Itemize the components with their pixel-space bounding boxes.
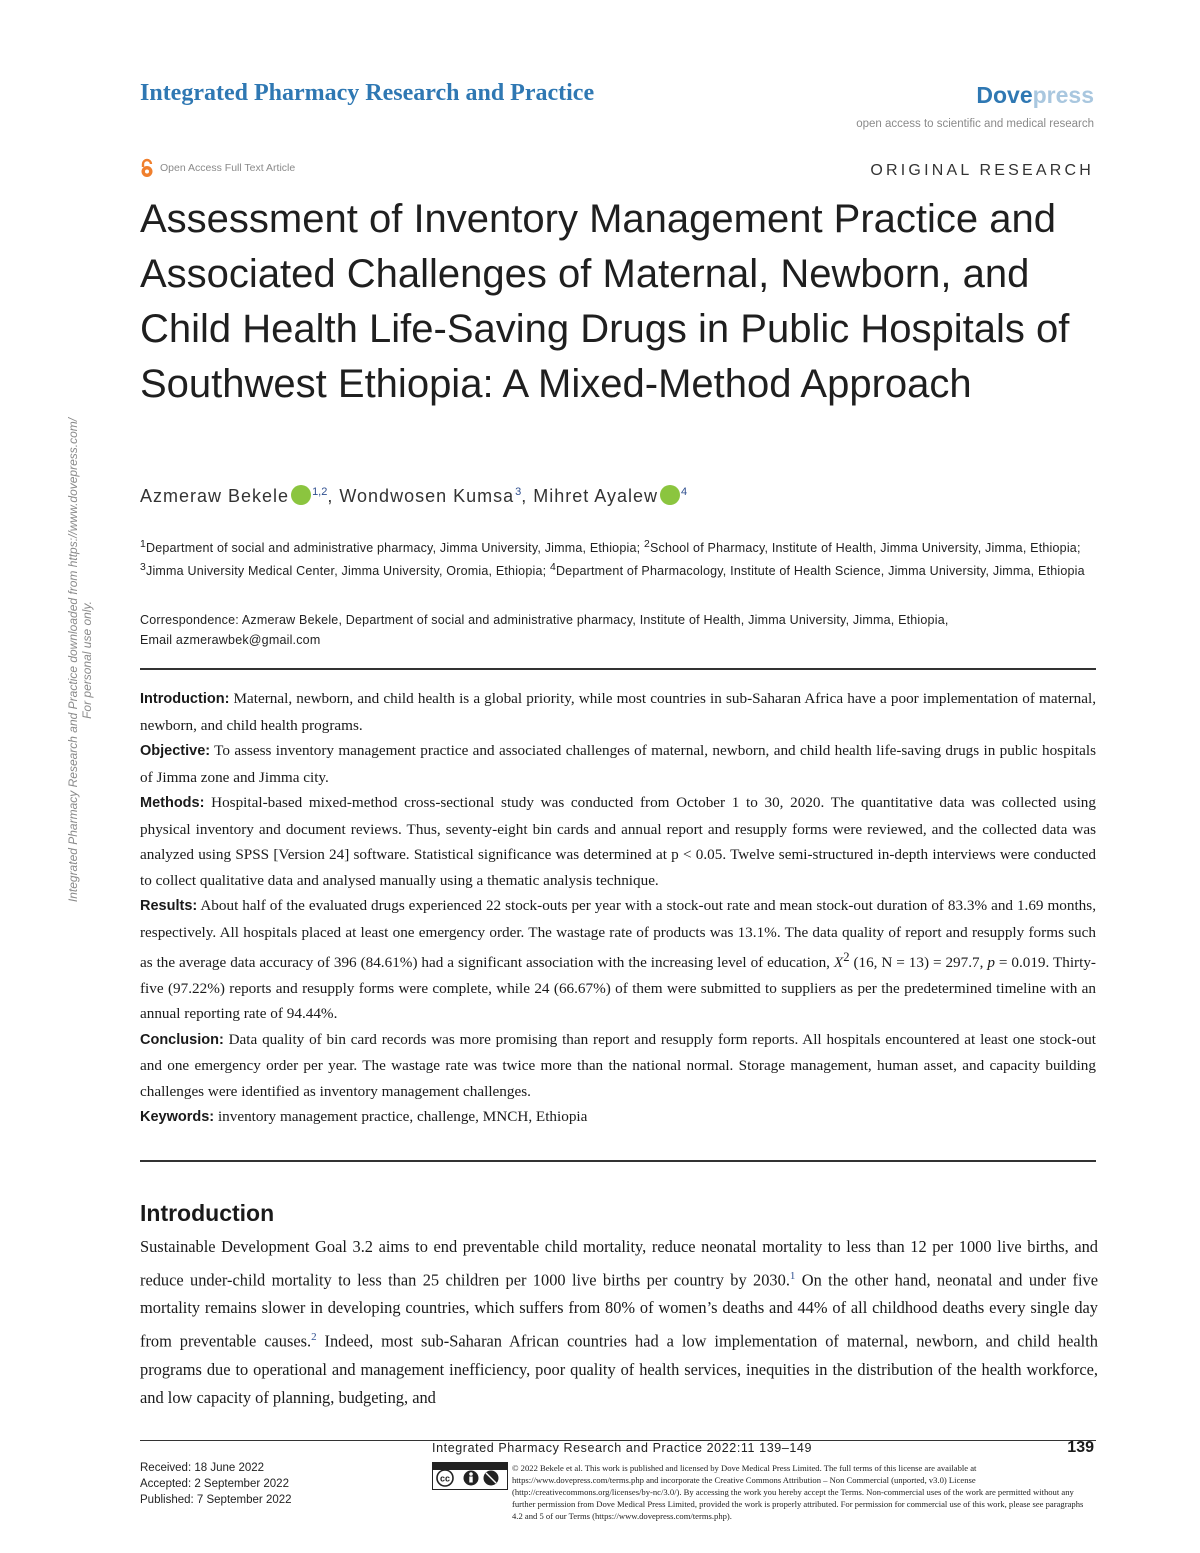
abstract-label: Introduction: bbox=[140, 691, 230, 707]
author-name[interactable]: Wondwosen Kumsa bbox=[339, 486, 515, 506]
chi-square-exponent: 2 bbox=[843, 950, 850, 964]
creative-commons-badge[interactable] bbox=[432, 1462, 508, 1490]
affiliation-number: 1 bbox=[140, 539, 146, 550]
author-affiliation-ref: 3 bbox=[515, 486, 522, 498]
affiliation-number: 4 bbox=[549, 562, 556, 574]
accepted-date: Accepted: 2 September 2022 bbox=[140, 1478, 289, 1490]
download-note: Integrated Pharmacy Research and Practice downloaded from https://www.dovepress.com/ bbox=[66, 417, 80, 903]
chi-square-symbol: X bbox=[833, 954, 844, 972]
abstract-label: Objective: bbox=[140, 743, 211, 759]
abstract-text: Maternal, newborn, and child health is a global priority, while most countries in sub-Saharan Africa have a poor implementation of maternal, newborn, and child health programs. bbox=[140, 690, 1096, 734]
published-date: Published: 7 September 2022 bbox=[140, 1494, 292, 1506]
article-dates bbox=[140, 1460, 292, 1508]
orcid-icon[interactable] bbox=[291, 485, 311, 505]
abstract-keywords bbox=[140, 1104, 1096, 1131]
abstract-label: Methods: bbox=[140, 795, 205, 811]
publisher-logo-dove: Dove bbox=[976, 82, 1033, 108]
abstract-bottom-rule bbox=[140, 1160, 1096, 1162]
affiliation-text: Department of social and administrative pharmacy, Jimma University, Jimma, Ethiopia; bbox=[146, 541, 644, 556]
abstract-text: inventory management practice, challenge, MNCH, Ethiopia bbox=[214, 1108, 588, 1126]
abstract-text: Hospital-based mixed-method cross-sectional study was conducted from October 1 to 30, 2020. The quantitative data was collected using physical inventory and document reviews. Thus, seventy-eight bin cards and annual report and resupply forms were reviewed, and the collected data was analyzed using SPSS [Version 24] software. Statistical significance was determined at p < 0.05. Twelve semi-structured in-depth interviews were conducted to collect qualitative data and analysed manually using a thematic analysis technique. bbox=[140, 794, 1096, 889]
publisher-logo-press: press bbox=[1032, 82, 1094, 108]
cc-text: cc bbox=[439, 1473, 451, 1484]
introduction-paragraph bbox=[140, 1233, 1098, 1413]
author-name[interactable]: Mihret Ayalew bbox=[533, 486, 658, 506]
abstract-introduction bbox=[140, 686, 1096, 738]
reference-link[interactable]: 1 bbox=[789, 1269, 796, 1282]
author-affiliation-ref: 1,2 bbox=[312, 486, 328, 498]
open-access-badge bbox=[140, 158, 295, 178]
abstract-methods bbox=[140, 790, 1096, 893]
affiliation-text: School of Pharmacy, Institute of Health, Jimma University, Jimma, Ethiopia; bbox=[649, 541, 1081, 556]
p-value-symbol: p bbox=[987, 954, 995, 972]
download-sidebar bbox=[56, 360, 96, 960]
license-text: © 2022 Bekele et al. This work is published and licensed by Dove Medical Press Limited. The full terms of this license are available at https://www.dovepress.com/terms.php and incorporate the Creative Commons Attribution – Non Commercial (unported, v3.0) License (http://creativecommons.org/licenses/by-nc/3.0/). By accessing the work you hereby accept the Terms. Non-commercial uses of the work are permitted without any further permission from Dove Medical Press Limited, provided the work is properly attributed. For permission for commercial use of this work, please see paragraphs 4.2 and 5 of our Terms (https://www.dovepress.com/terms.php). bbox=[512, 1463, 1084, 1521]
abstract-text: About half of the evaluated drugs experienced 22 stock-outs per year with a stock-out rate and mean stock-out duration of 83.3% and 1.69 months, respectively. All hospitals placed at least one emergency order. The wastage rate of products was 13.1%. The data quality of report and resupply forms such as the average data accuracy of 396 (84.61%) had a significant association with the increasing level of education, bbox=[140, 897, 1096, 972]
article-type: ORIGINAL RESEARCH bbox=[870, 162, 1094, 179]
section-heading: Introduction bbox=[140, 1200, 275, 1226]
journal-title: Integrated Pharmacy Research and Practice bbox=[140, 80, 595, 106]
abstract bbox=[140, 686, 1096, 1131]
abstract-text: To assess inventory management practice and associated challenges of maternal, newborn, and child health life-saving drugs in public hospitals of Jimma zone and Jimma city. bbox=[140, 742, 1096, 786]
correspondence-text: Correspondence: Azmeraw Bekele, Department of social and administrative pharmacy, Institute of Health, Jimma University, Jimma, Ethiopia, bbox=[140, 613, 949, 627]
journal-citation: Integrated Pharmacy Research and Practice 2022:11 139–149 bbox=[432, 1441, 813, 1455]
correspondence-email[interactable]: Email azmerawbek@gmail.com bbox=[140, 633, 321, 647]
affiliation-number: 2 bbox=[643, 539, 650, 550]
abstract-label: Conclusion: bbox=[140, 1031, 224, 1048]
abstract-text: (16, N = 13) = 297.7, bbox=[849, 954, 988, 972]
affiliation-text: Jimma University Medical Center, Jimma University, Oromia, Ethiopia; bbox=[146, 564, 550, 579]
author-affiliation-ref: 4 bbox=[680, 486, 688, 498]
body-text: Indeed, most sub-Saharan African countries had a low implementation of maternal, newborn, and child health programs due to operational and management inefficiency, poor quality of health services, inequities in the distribution of the health workforce, and low capacity of planning, budgeting, and bbox=[140, 1331, 1098, 1408]
author-separator: , bbox=[521, 486, 534, 506]
author-separator: , bbox=[327, 486, 340, 506]
author-name[interactable]: Azmeraw Bekele bbox=[140, 486, 290, 506]
personal-use-note: For personal use only. bbox=[80, 601, 94, 719]
affiliations bbox=[140, 535, 1100, 581]
abstract-label: Keywords: bbox=[140, 1109, 215, 1126]
received-date: Received: 18 June 2022 bbox=[140, 1462, 265, 1474]
publisher-logo[interactable] bbox=[976, 82, 1094, 109]
abstract-results bbox=[140, 893, 1096, 1027]
page-number: 139 bbox=[1067, 1439, 1094, 1456]
open-access-lock-icon bbox=[140, 158, 154, 178]
orcid-icon[interactable] bbox=[660, 485, 680, 505]
reference-link[interactable]: 2 bbox=[311, 1330, 317, 1343]
publisher-tagline: open access to scientific and medical research bbox=[856, 118, 1094, 130]
abstract-text: Data quality of bin card records was more promising than report and resupply form reports. All hospitals encountered at least one stock-out and one emergency order per year. The wastage rate was twice more than the national normal. Storage management, human asset, and capacity building challenges were identified as inventory management challenges. bbox=[140, 1030, 1096, 1100]
body-text: Sustainable Development Goal 3.2 aims to end preventable child mortality, reduce neonatal mortality to less than 12 per 1000 live births, and reduce under-child mortality to less than 25 children per 1000 live births per country by 2030. bbox=[140, 1237, 1098, 1289]
abstract-conclusion bbox=[140, 1027, 1096, 1105]
paper-title: Assessment of Inventory Management Practice and Associated Challenges of Maternal, Newborn, and Child Health Life-Saving Drugs in Public Hospitals of Southwest Ethiopia: A Mixed-Method Approach bbox=[140, 197, 1070, 406]
author-list bbox=[140, 485, 687, 507]
abstract-objective bbox=[140, 738, 1096, 790]
body-text: On the other hand, neonatal and under five mortality remains slower in developing countries, which suffers from 80% of women’s deaths and 44% of all childhood deaths every single day from preventable causes. bbox=[140, 1269, 1098, 1351]
correspondence bbox=[140, 610, 1100, 650]
affiliation-text: Department of Pharmacology, Institute of Health Science, Jimma University, Jimma, Ethiopia bbox=[555, 564, 1085, 579]
abstract-text: = 0.019. Thirty-five (97.22%) reports and resupply forms were complete, while 24 (66.67%) of them were submitted to suppliers as per the predetermined timeline with an annual reporting rate of 94.44%. bbox=[140, 954, 1096, 1023]
affiliation-number: 3 bbox=[140, 562, 146, 574]
abstract-top-rule bbox=[140, 668, 1096, 670]
open-access-label: Open Access Full Text Article bbox=[160, 162, 296, 174]
abstract-label: Results: bbox=[140, 898, 198, 914]
